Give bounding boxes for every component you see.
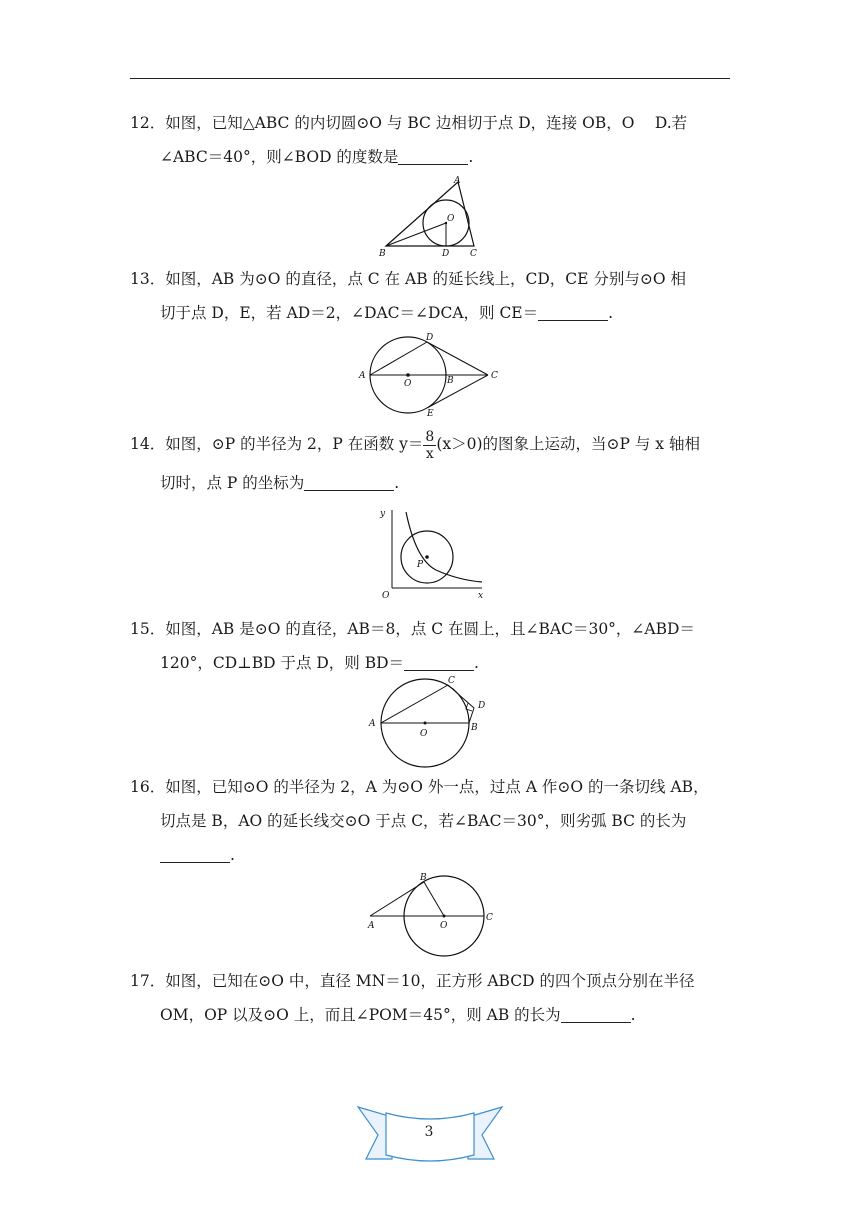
question-number: 16． bbox=[130, 778, 166, 796]
question-text: 如图，已知△ABC 的内切圆⊙O 与 BC 边相切于点 D，连接 OB，O D.若 bbox=[165, 114, 688, 132]
label-x: x bbox=[478, 591, 484, 601]
answer-blank[interactable] bbox=[398, 146, 468, 165]
answer-blank[interactable] bbox=[304, 472, 394, 491]
period: . bbox=[394, 473, 400, 492]
label-c: C bbox=[491, 371, 498, 381]
figure-16 bbox=[364, 870, 500, 962]
label-a: A bbox=[368, 921, 375, 931]
figure-13 bbox=[354, 330, 504, 418]
question-text: 如图，AB 是⊙O 的直径，AB＝8，点 C 在圆上，且∠BAC＝30°，∠ABD＝ bbox=[165, 620, 695, 638]
question-13 bbox=[130, 262, 730, 330]
question-12 bbox=[130, 106, 730, 174]
label-o: O bbox=[440, 921, 448, 931]
label-c: C bbox=[470, 249, 477, 259]
answer-blank[interactable] bbox=[160, 844, 230, 863]
hyperbola-curve bbox=[406, 512, 482, 582]
question-text: 如图，已知在⊙O 中，直径 MN＝10，正方形 ABCD 的四个顶点分别在半径 bbox=[165, 972, 695, 990]
question-15 bbox=[130, 612, 730, 680]
question-text: 切于点 D，E，若 AD＝2，∠DAC＝∠DCA，则 CE＝ bbox=[160, 304, 539, 322]
period: . bbox=[630, 1006, 636, 1024]
label-a: A bbox=[359, 371, 366, 381]
chord-ac bbox=[381, 685, 448, 723]
radius-ob bbox=[424, 882, 444, 916]
period: . bbox=[474, 654, 479, 672]
label-c: C bbox=[486, 913, 493, 923]
period: . bbox=[230, 846, 235, 864]
question-number: 13． bbox=[130, 270, 166, 288]
question-text: (x＞0)的图象上运动，当⊙P 与 x 轴相 bbox=[436, 435, 700, 453]
segment-cd bbox=[448, 685, 474, 708]
tangent-cd bbox=[427, 342, 488, 375]
label-b: B bbox=[447, 376, 454, 386]
label-d: D bbox=[478, 701, 486, 711]
fraction-numerator: 8 bbox=[425, 428, 435, 445]
question-text: 如图，AB 为⊙O 的直径，点 C 在 AB 的延长线上，CD，CE 分别与⊙O 相 bbox=[165, 270, 687, 288]
fraction-denominator: x bbox=[425, 445, 434, 462]
question-number: 14． bbox=[130, 435, 166, 453]
question-text: 如图，已知⊙O 的半径为 2，A 为⊙O 外一点，过点 A 作⊙O 的一条切线 AB， bbox=[165, 778, 709, 796]
question-number: 17． bbox=[130, 972, 166, 990]
period: . bbox=[608, 304, 614, 322]
label-c: C bbox=[448, 676, 455, 686]
label-o: O bbox=[404, 379, 412, 389]
question-number: 15． bbox=[130, 620, 166, 638]
answer-blank[interactable] bbox=[538, 302, 608, 321]
tangent-ab bbox=[370, 882, 424, 916]
label-b: B bbox=[420, 873, 427, 883]
question-text: 如图，⊙P 的半径为 2，P 在函数 y＝ bbox=[165, 435, 424, 453]
question-text: 切点是 B，AO 的延长线交⊙O 于点 C，若∠BAC＝30°，则劣弧 BC 的长为 bbox=[160, 812, 687, 830]
answer-blank[interactable] bbox=[561, 1004, 631, 1023]
label-e: E bbox=[427, 409, 434, 418]
label-b: B bbox=[471, 723, 478, 733]
segment-ob bbox=[386, 223, 446, 246]
triangle-abc bbox=[386, 182, 474, 246]
label-b: B bbox=[379, 249, 386, 259]
question-text: OM，OP 以及⊙O 上，而且∠POM＝45°，则 AB 的长为 bbox=[160, 1006, 561, 1024]
label-y: y bbox=[380, 509, 386, 519]
question-16 bbox=[130, 770, 730, 872]
period: . bbox=[468, 148, 474, 166]
label-d: D bbox=[442, 249, 450, 259]
question-14 bbox=[130, 427, 730, 500]
header-rule bbox=[130, 78, 730, 79]
question-text: 切时，点 P 的坐标为 bbox=[160, 473, 305, 492]
question-number: 12． bbox=[130, 114, 166, 132]
label-o: O bbox=[382, 591, 390, 601]
figure-12 bbox=[374, 174, 486, 260]
label-a: A bbox=[454, 176, 461, 186]
question-text: 120°，CD⊥BD 于点 D，则 BD＝ bbox=[160, 654, 405, 672]
label-a: A bbox=[369, 719, 376, 729]
tangent-ce bbox=[427, 375, 488, 408]
label-p: P bbox=[417, 560, 424, 570]
fraction-8-over-x bbox=[423, 429, 436, 462]
segment-ad bbox=[370, 342, 427, 375]
label-d: D bbox=[426, 333, 434, 343]
figure-14 bbox=[370, 504, 492, 602]
question-17 bbox=[130, 964, 730, 1032]
label-o: O bbox=[420, 729, 428, 739]
answer-blank[interactable] bbox=[404, 652, 474, 671]
label-o: O bbox=[447, 214, 455, 224]
question-text: ∠ABC＝40°，则∠BOD 的度数是 bbox=[160, 148, 399, 166]
figure-15 bbox=[364, 672, 494, 770]
page-number: 3 bbox=[424, 1124, 434, 1140]
